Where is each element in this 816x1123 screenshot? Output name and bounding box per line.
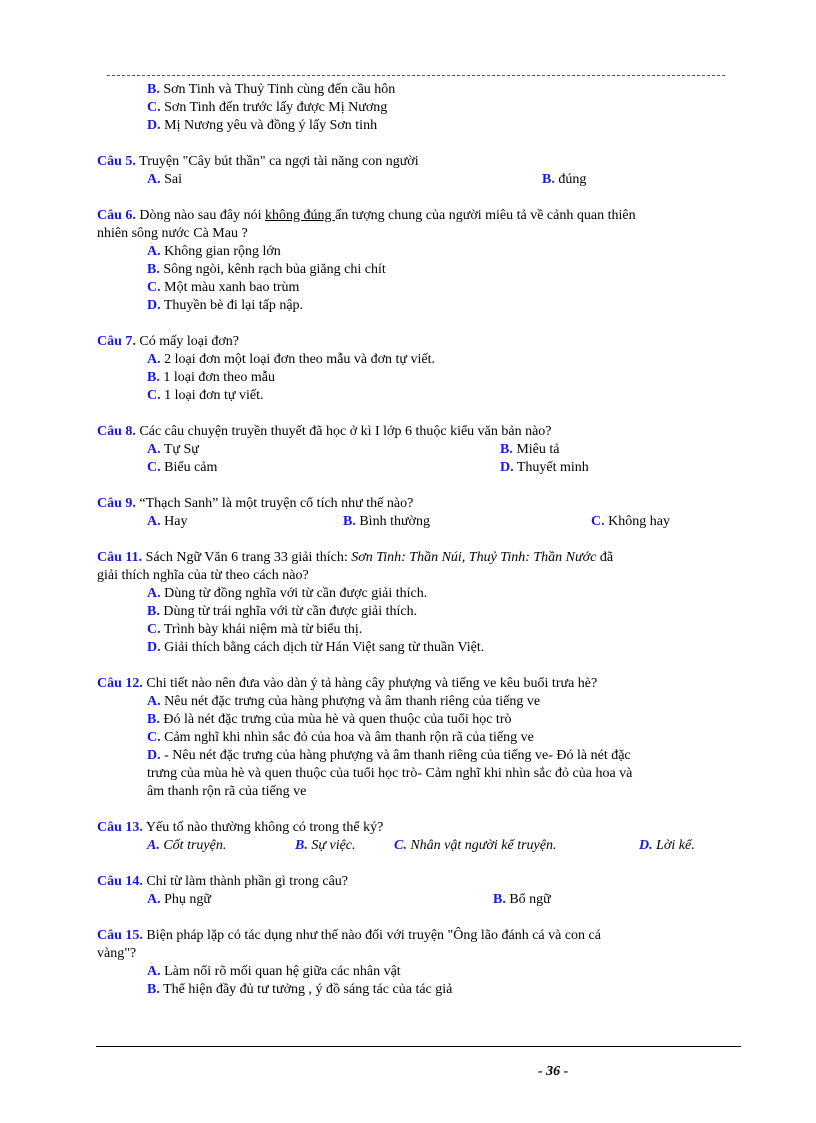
option-a: A. 2 loại đơn một loại đơn theo mẫu và đơn tự viết.	[147, 352, 435, 367]
option-b: B. Thể hiện đầy đủ tư tưởng , ý đồ sáng tác của tác giả	[147, 982, 453, 997]
option-a: A. Hay	[147, 514, 188, 529]
option-a: A. Sai	[147, 172, 183, 187]
option-a: A. Dùng từ đồng nghĩa với từ cần được giải thích.	[147, 586, 428, 601]
option-a: A. Nêu nét đặc trưng của hàng phượng và âm thanh riêng của tiếng ve	[147, 694, 541, 709]
option-c: C. Biểu cảm	[147, 460, 218, 475]
question-12: Câu 12. Chi tiết nào nên đưa vào dàn ý tả hàng cây phượng và tiếng ve kêu buổi trưa hè?	[97, 676, 598, 691]
question-8-options-row2	[97, 459, 737, 477]
option-c: C. Nhân vật người kể truyện.	[394, 838, 557, 853]
option-b: B. Bình thường	[343, 514, 430, 529]
option-d: D. Giải thích bằng cách dịch từ Hán Việt sang từ thuần Việt.	[147, 640, 485, 655]
option-d: D. Lời kể.	[639, 838, 695, 853]
question-9-options	[97, 513, 737, 531]
option-b: B. Sự việc.	[295, 838, 356, 853]
question-7: Câu 7. Có mấy loại đơn?	[97, 334, 239, 349]
option-d: D. Thuyết minh	[500, 460, 589, 475]
option-d-line3: âm thanh rộn rã của tiếng ve	[147, 784, 307, 799]
question-6: Câu 6. Dòng nào sau đây nói không đúng ấn tượng chung của người miêu tả về cảnh quan thiên	[97, 208, 636, 223]
option-c: C. Cảm nghĩ khi nhìn sắc đỏ của hoa và âm thanh rộn rã của tiếng ve	[147, 730, 534, 745]
question-5: Câu 5. Truyện "Cây bút thần" ca ngợi tài năng con người	[97, 154, 419, 169]
question-11: Câu 11. Sách Ngữ Văn 6 trang 33 giải thích: Sơn Tinh: Thần Núi, Thuỷ Tinh: Thần Nước đã	[97, 550, 614, 565]
option-b: B. 1 loại đơn theo mẫu	[147, 370, 275, 385]
question-9: Câu 9. “Thạch Sanh” là một truyện cổ tích như thế nào?	[97, 496, 414, 511]
option-d-line2: trưng của mùa hè và quen thuộc của tuổi học trò- Cảm nghĩ khi nhìn sắc đỏ của hoa và	[147, 766, 633, 781]
option-b: B. Sông ngòi, kênh rạch bủa giăng chi chít	[147, 262, 386, 277]
option-a: A. Tự Sự	[147, 442, 199, 457]
footer-divider	[96, 1046, 741, 1047]
option-a: A. Không gian rộng lớn	[147, 244, 281, 259]
option-b: B. Sơn Tinh và Thuỷ Tinh cùng đến cầu hôn	[147, 82, 396, 97]
option-a: A. Cốt truyện.	[147, 838, 227, 853]
option-b: B. Bổ ngữ	[493, 892, 551, 907]
question-13: Câu 13. Yếu tố nào thường không có trong thể ký?	[97, 820, 384, 835]
question-8: Câu 8. Các câu chuyện truyền thuyết đã học ở kì I lớp 6 thuộc kiểu văn bản nào?	[97, 424, 552, 439]
option-a: A. Làm nổi rõ mối quan hệ giữa các nhân vật	[147, 964, 401, 979]
question-15-line2: vàng"?	[97, 946, 137, 961]
option-b: B. Dùng từ trái nghĩa với từ cần được giải thích.	[147, 604, 418, 619]
question-11-line2: giải thích nghĩa của từ theo cách nào?	[97, 568, 309, 583]
question-8-options-row1	[97, 441, 737, 459]
question-13-options	[97, 837, 737, 855]
option-d: D. Thuyền bè đi lại tấp nập.	[147, 298, 304, 313]
option-c: C. 1 loại đơn tự viết.	[147, 388, 264, 403]
option-b: B. Miêu tả	[500, 442, 560, 457]
question-6-line2: nhiên sông nước Cà Mau ?	[97, 226, 248, 241]
header-divider	[107, 75, 725, 76]
option-b: B. Đó là nét đặc trưng của mùa hè và quen thuộc của tuổi học trò	[147, 712, 512, 727]
page-number: - 36 -	[538, 1064, 569, 1079]
question-14: Câu 14. Chỉ từ làm thành phần gì trong câu?	[97, 874, 349, 889]
option-a: A. Phụ ngữ	[147, 892, 211, 907]
option-d: D. - Nêu nét đặc trưng của hàng phượng và âm thanh riêng của tiếng ve- Đó là nét đặc	[147, 748, 631, 763]
option-c: C. Trình bày khái niệm mà từ biểu thị.	[147, 622, 363, 637]
option-c: C. Một màu xanh bao trùm	[147, 280, 300, 295]
option-b: B. đúng	[542, 172, 587, 187]
question-list	[97, 81, 737, 999]
question-15: Câu 15. Biện pháp lặp có tác dụng như thế nào đối với truyện "Ông lão đánh cá và con cá	[97, 928, 601, 943]
question-5-options	[97, 171, 737, 189]
option-c: C. Không hay	[591, 514, 670, 529]
option-c: C. Sơn Tinh đến trước lấy được Mị Nương	[147, 100, 388, 115]
question-14-options	[97, 891, 737, 909]
option-d: D. Mị Nương yêu và đồng ý lấy Sơn tinh	[147, 118, 378, 133]
